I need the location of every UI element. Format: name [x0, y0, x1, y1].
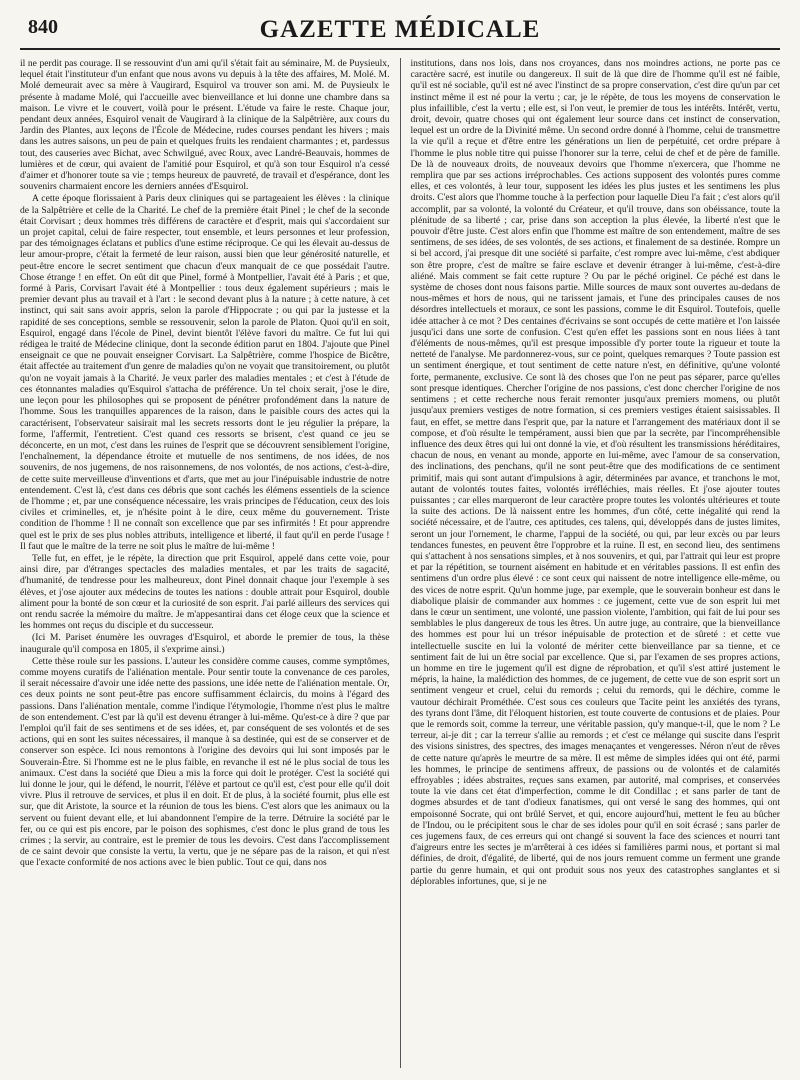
page-header: [20, 8, 780, 50]
page-number: 840: [28, 16, 58, 38]
journal-title: GAZETTE MÉDICALE: [259, 16, 541, 43]
paragraph: Cette thèse roule sur les passions. L'auteur les considère comme causes, comme symptômes, comme moyens curatifs de l'aliénation mentale. Pour sentir toute la convenance de ces paroles, il serait nécessaire d'avoir une idée nette des passions, une idée nette de l'aliénation mentale. Or, ces deux points ne sont peut-être pas encore suffisamment éclaircis, du moins à l'égard des passions. Dans l'aliénation mentale, comme l'indique l'étymologie, l'homme n'est plus le maître de son entendement. C'est par là qu'il est devenu étranger à lui-même. Qu'est-ce à dire ? que par l'emploi qu'il fait de ses sentimens et de ses idées, et, par conséquent de ses volontés et de ses actions, qui en sont les suites nécessaires, il manque à sa destinée, qui est de se conserver et de conserver son espèce. Ici nous remontons à l'origine des devoirs qui lui sont imposés par le Souverain-Être. Si l'homme est ne le plus faible, en revanche il est né le plus social de tous les animaux. C'est dans la société que Dieu a mis la force qui doit le protéger. C'est la société qui lui donne le jour, qui le défend, le nourrit, l'élève et partout ce qu'il est, c'est pour elle qu'il doit vivre. Plus il retrouve de services, et plus il en doit. Et de plus, à la société fournit, plus elle est sur, que dit Aristote, la source et la réunion de tous les biens. C'est alors que les animaux ou la servent ou fuient devant elle, et lui abandonnent l'empire de la terre. Détruire la société par le fer, ou ce qui est pis encore, par le poison des sophismes, c'est donc le plus grand de tous les crimes ; la servir, au contraire, est le premier de tous les devoirs. C'est dans l'accomplissement de ce saint devoir que consiste la vertu, la vertu, que je ne sépare pas de la raison, et qui n'est que l'exacte conformité de nos actions avec le bien public. Tout ce qui, dans nos: [20, 655, 390, 869]
text-columns: [20, 58, 780, 1068]
paragraph: Telle fut, en effet, je le répète, la direction que prit Esquirol, appelé dans cette voie, pour ainsi dire, par d'étranges spectacles des maladies mentales, et par les traits de sagacité, d'humanité, de tendresse pour les malheureux, dont Pinel donnait chaque jour l'exemple à ses élèves, et j'ose ajouter aux médecins de toutes les nations : double attrait pour Esquirol, double aliment pour la bonté de son cœur et la curiosité de son esprit. J'ai parlé ailleurs des services qui ont rendu sacrée la mémoire du maître. Je m'appesantirai dans cet éloge ceux que la science et les hommes ont reçus du disciple et du successeur.: [20, 552, 390, 632]
paragraph: (Ici M. Pariset énumère les ouvrages d'Esquirol, et aborde le premier de tous, la thèse inaugurale qu'il composa en 1805, il s'exprime ainsi.): [20, 632, 390, 655]
left-column: [20, 58, 390, 1068]
column-divider: [400, 58, 401, 1068]
right-column: [411, 58, 781, 1068]
paragraph: il ne perdit pas courage. Il se ressouvint d'un ami qu'il s'était fait au séminaire, M. de Puysieulx, lequel était l'instituteur d'un enfant que nous avons vu depuis à la tête des affaires, M. Molé. M. Molé demeurait avec sa mère à Vaugirard, Esquirol va trouver son ami. M. de Puysieulx le présente à madame Molé, qui l'accueille avec bienveillance et lui donne une chambre dans sa maison. Le vivre et le couvert, voilà pour le présent. L'étude va faire le reste. Chaque jour, pendant deux années, Esquirol venait de Vaugirard à la clinique de la Salpêtrière, aux cours du Jardin des Plantes, aux leçons de l'École de Médecine, rudes courses pendant les hivers ; mais dans les autres saisons, un peu de pain et quelques fruits les rendaient charmantes ; et, pardessus tout, des causeries avec Bichat, avec Schwilgué, avec Roux, avec Landré-Beauvais, hommes de lumières et de cœur, qui avaient de l'amitié pour Esquirol, et qu'à son tour Esquirol n'a cessé d'aimer et d'honorer toute sa vie ; temps heureux de pauvreté, de travail et d'espérance, dont les souvenirs charmaient encore les derniers années d'Esquirol.: [20, 58, 390, 193]
paragraph: institutions, dans nos lois, dans nos croyances, dans nos moindres actions, ne porte pas ce caractère sacré, est inutile ou dangereux. Il suit de là que dire de l'homme qu'il est né faible, qu'il est né sociable, qu'il est né avec l'instinct de sa propre conservation, c'est dire qu'un par cet instinct même il est né pour la vertu ; car, je le répète, de tous les moyens de conservation le plus infaillible, c'est la vertu ; elle est, si l'on veut, le premier de tous les intérêts. Intérêt, vertu, droit, devoir, quatre choses qui ont également leur source dans cet instinct de conservation, lequel est un ordre de la Divinité même. Un second ordre donné à l'homme, celui de transmettre la vie qu'il a reçue et d'être entre les générations un lien de perpétuité, cet ordre prépare à l'homme le plus noble titre qui puisse l'honorer sur la terre, celui de chef et de père de famille. De là de nouveaux droits, de nouveaux devoirs que l'homme n'exercera, que l'homme ne remplira que par ses actions irréprochables. Ces actions supposent des volontés pures comme elles, et ces volontés, à leur tour, supposent les idées les plus justes et les sentimens les plus droits. C'est alors que l'homme touche à la perfection pour laquelle Dieu l'a fait ; c'est alors qu'il accomplit, par sa volonté, la volonté du Créateur, et qu'il trouve, dans son obéissance, toute la plénitude de sa liberté ; car, prise dans son acception la plus élevée, la liberté n'est que le pouvoir d'être juste. C'est alors enfin que l'homme est maître de son entendement, maître de ses sentimens, de ses idées, de ses volontés, de ses actions, et finalement de sa destinée. Rompre un si bel accord, j'ai presque dit une société si parfaite, c'est rompre avec lui-même, c'est abdiquer son être propre, c'est de maître se faire esclave et devenir étranger à lui-même, c'est-à-dire aliéné. Mais comment se fait cette rupture ? Ou par le péché originel. Ce péché est dans le système de choses dont nous faisons partie. Mille sources de maux sont ouvertes au-dedans de nous-mêmes et hors de nous, qui ne tarissent jamais, et l'une des principales causes de nos désordres intellectuels et moraux, ce sont les passions, comme le dit Esquirol. Toutefois, quelle idée attacher à ce mot ? Des centaines d'écrivains se sont occupés de cette matière et l'on laissée jusqu'ici dans une sorte de confusion. C'est qu'en effet les passions sont en nous liées à tant d'éléments de nous-mêmes, qu'il est presque impossible d'y porter toute la rigueur et toute la netteté de l'analyse. Me pardonnerez-vous, sur ce point, quelques remarques ? Toute passion est un sentiment énergique, et tout sentiment de cette nature n'est, en définitive, qu'une volonté forte, permanente, exclusive. Ce sont là des choses que l'on ne peut pas séparer, parce qu'elles sont presque identiques. Chercher l'origine de nos passions, c'est donc chercher l'origine de nos sentimens ; et cette recherche nous ferait remonter jusqu'aux premiers momens, ou plutôt jusqu'aux premiers vestiges de notre formation, si ces premiers vestiges étaient saisissables. Il faut, en effet, se mettre dans l'esprit que, par la nature et l'arrangement des matériaux dont il se compose, et d'où résulte le tempérament, aussi bien que par la secrète, par l'incompréhensible influence des deux êtres qui lui ont donné la vie, et d'où résultent les transmissions héréditaires, chacun de nous, en venant au monde, apporte en lui-même, avec l'amour de sa conservation, des inclinations, des penchans, qu'il ne sont peut-être que des modifications de ce sentiment primitif, mais qui sont autant d'impulsions à agir, déterminées par avance, et tranchons le mot, autant de volontés toutes faites, volontés irréfléchies, mais réelles. Et j'ose ajouter toutes puissantes ; car elles marqueront de leur caractère propre toutes les volontés ultérieures et toute la suite des actions. De là naissent entre les hommes, d'un côté, cette inégalité qui rend la société nécessaire, et de l'autre, ces aptitudes, ces talens, qui, développés dans de justes limites, seront un jour l'ornement, le charme, l'appui de la société, ou qui, par leur excès ou par leurs tendances funestes, en peuvent être l'opprobre et la ruine. Il est, en second lieu, des sentimens qui s'attachent à nos sensations simples, et à nos souvenirs, et qui, par l'attrait qui leur est propre et par la répétition, se tournent aisément en habitude et en véritables passions. Il est enfin des sentimens d'un ordre plus élevé : ce sont ceux qui naissent de notre intelligence elle-même, ou des vices de notre esprit. Qu'un homme juge, par exemple, que le souverain bonheur est dans le diabolique plaisir de commander aux hommes : ce jugement, cette vue de son esprit lui met dans le cœur un sentiment, une volonté, une passion violente, l'ambition, qui fait de lui pour ses semblables le plus dangereux de tous les êtres. Un autre juge, au contraire, que la bienveillance des hommes est pour lui un trésor inépuisable de protection et de sûreté : et cette vue intellectuelle suscite en lui la volonté de mériter cette bienveillance par sa tienne, et ce sentiment fait de lui un être social par excellence. Que si, par l'examen de ses propres actions, un homme en tire le jugement qu'il est digne de réprobation, et qu'il s'est attiré justement le mépris, la haine, la malédiction des hommes, de ce jugement, de cette vue de son esprit sort un sentiment vengeur et cruel, celui du remords ; celui du remords, qui le déchire, comme le vautour déchirait Prométhée. C'est sous ces couleurs que Tacite peint les anxiétés des tyrans, des tyrans dont l'âme, dit l'éloquent historien, est toute couverte de contusions et de plaies. Pour que le remords soit, comme la terreur, une véritable passion, qu'y manque-t-il, que le nom ? Le terreur, ai-je dit ; car la terreur s'allie au remords ; et c'est ce mélange qui suscite dans l'esprit des visions sinistres, des spectres, des images menaçantes et vengeresses. Néron n'eut de rêves de cette nature qu'après le meurtre de sa mère. Il est même de simples idées qui ont été, parmi les hommes, le principe de sentimens affreux, de passions ou de volontés et de calamités effroyables ; idées abstraites, reçues sans examen, par autorité, mal comprises, et conservées toute la vie dans cet état d'imperfection, comme le dit Condillac ; et sans parler de tant de dogmes absurdes et de tant d'odieux fanatismes, qui ont versé le sang des hommes, qui ont empoisonné Socrate, qui ont brûlé Servet, et qui, encore aujourd'hui, mettent le feu au bûcher de l'Indou, ou le précipitent sous le char de ses idoles pour qu'il en soit écrasé ; sans parler de ces jugemens faux, de ces erreurs qui ont changé si souvent la face des sciences et nourri tant d'aigreurs entre les sectes je m'arrêterai à ces idées si familières parmi nous, et portant si mal définies, de droit, d'égalité, de liberté, qui de nos jours remuent comme un ferment une grande partie du genre humain, et qui ont produit sous nos yeux des catastrophes sanglantes et si déplorables infortunes, que, si je ne: [410, 58, 780, 887]
paragraph: A cette époque florissaient à Paris deux cliniques qui se partageaient les élèves : la clinique de la Salpêtrière et celle de la Charité. Le chef de la première était Pinel ; le chef de la seconde était Corvisart ; deux hommes très différens de caractère et d'esprit, mais qui s'accordaient sur un projet capital, celui de faire respecter, tout ensemble, et leurs personnes et leur profession, par des témoignages éclatans et publics d'une estime réciproque. Ce qui les élevait au-dessus de leur amour-propre, c'était la fermeté de leur raison, aussi bien que leur générosité naturelle, et peut-être encore le secret sentiment que chacun d'eux manquait de ce que possédait l'autre. Chose étrange ! en effet. On eût dit que Pinel, formé à Montpellier, l'avait été à Paris ; et que, formé à Paris, Corvisart l'avait été à Montpellier : tous deux également supérieurs ; mais le premier devant plus au travail et à l'art : le second devant plus à la nature ; à cette nature, à cet instinct, qui sait sans avoir appris, selon la parole d'Hippocrate ; ou qui par la justesse et la rapidité de ses conceptions, semble se ressouvenir, selon la parole de Platon. Quoi qu'il en soit, Esquirol, engagé dans l'école de Pinel, devint bientôt l'élève favori du maître. Ce fut lui qui rédigea le traité de Médecine clinique, dont la seconde édition parut en 1804. J'ajoute que Pinel enseignait ce que ne pouvait enseigner Corvisart. La Salpêtrière, comme l'hospice de Bicêtre, était affectée au traitement d'un genre de maladies qu'on ne voyait que transitoirement, ou plutôt qu'on ne voyait jamais à la Charité. Je veux parler des maladies mentales ; et c'est à l'étude de ces étonnantes maladies qu'Esquirol s'attacha de préférence. Un tel choix serait, j'ose le dire, une leçon pour les philosophes qui se proposent de pénétrer profondément dans la nature de l'homme. Sous les tranquilles apparences de la raison, dans le paisible cours des actes qui la caractérisent, l'observateur saisirait mal les secrets ressorts dont le jeu régulier la prépare, la forme, l'affermit, l'entretient. C'est quand ces ressorts se brisent, c'est quand ce jeu se déconcerte, en un mot, c'est dans les ruines de l'esprit que se découvrent sensiblement l'origine, l'enchaînement, la dépendance étroite et mutuelle de nos sentimens, de nos idées, de nos souvenirs, de nos jugemens, de nos raisonnemens, de nos volontés, de nos actions, c'est-à-dire, de cette suite merveilleuse d'inventions et d'arts, que met au jour l'inépuisable industrie de notre entendement. C'est là, c'est dans ces débris que sont cachés les élémens essentiels de la science de l'homme ; et, par une conséquence nécessaire, les vrais principes de l'éducation, ceux des lois civiles et criminelles, et, je n'hésite point à le dire, ceux même du gouvernement. Triste condition de l'homme ! Il ne connaît son excellence que par ses infirmités ! Et pour apprendre quel est le prix de ses plus nobles attributs, intelligence et liberté, il faut qu'il en perde l'usage ! Il faut que le maître de la terre ne soit plus le maître de lui-même !: [20, 193, 390, 552]
